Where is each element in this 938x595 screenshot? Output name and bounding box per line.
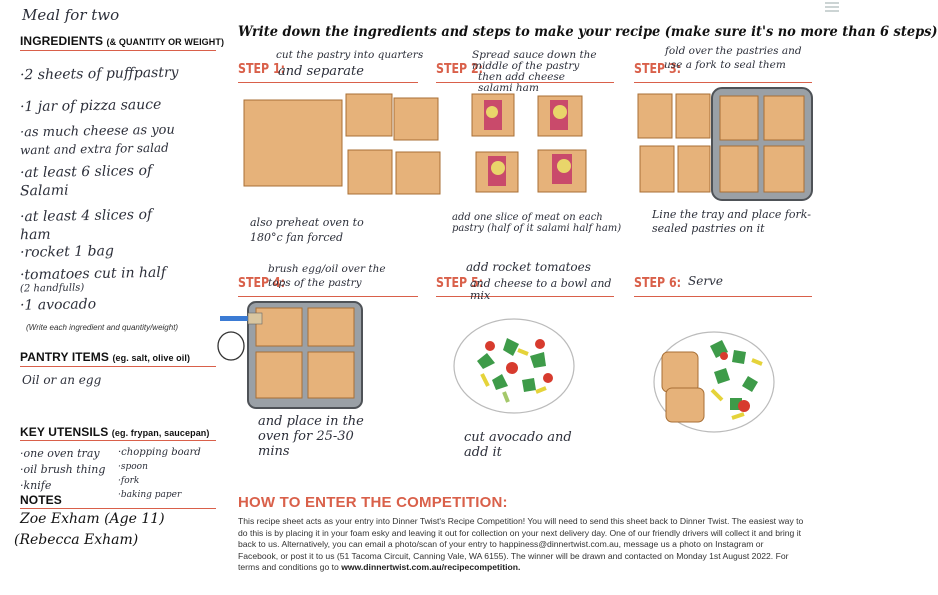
ingredient-line: Salami bbox=[19, 182, 69, 200]
pastry-quarter bbox=[394, 98, 438, 140]
pastry-quarter bbox=[348, 150, 392, 194]
sealed-pastry bbox=[308, 352, 354, 398]
step-4-rule bbox=[238, 296, 418, 297]
ingredient-line: ·at least 6 slices of bbox=[19, 162, 153, 182]
pastry-quarter bbox=[346, 94, 392, 136]
pantry-rule bbox=[20, 366, 216, 367]
corner-mark bbox=[823, 0, 841, 12]
ingredient-line: ·as much cheese as you bbox=[19, 122, 175, 141]
utensil-item: ·fork bbox=[118, 476, 140, 486]
step-4-text: tops of the pastry bbox=[268, 277, 362, 289]
step-3-text-top: fold over the pastries and bbox=[665, 45, 802, 57]
step-1-caption: also preheat oven to 180°c fan forced bbox=[250, 216, 364, 244]
step-4-label: STEP 4: bbox=[238, 276, 286, 291]
sealed-pastry bbox=[662, 352, 698, 392]
step-6-drawing bbox=[648, 326, 778, 436]
step-5-caption: cut avocado and add it bbox=[464, 430, 572, 460]
recipe-heading: Write down the ingredients and steps to make your recipe (make sure it's no more than 6 steps) bbox=[238, 24, 938, 40]
step-4-caption: and place in the oven for 25-30 mins bbox=[258, 414, 364, 459]
step-5-text: and cheese to a bowl and mix bbox=[470, 277, 612, 302]
sealed-pastry bbox=[720, 96, 758, 140]
sealed-pastry bbox=[666, 388, 704, 422]
step-6-rule bbox=[634, 296, 812, 297]
sealed-pastry bbox=[308, 308, 354, 346]
step-2-text: then add cheese salami ham bbox=[478, 71, 566, 94]
utensil-item: ·chopping board bbox=[118, 447, 201, 458]
topped-pastry bbox=[476, 152, 518, 192]
ingredients-instruction: (Write each ingredient and quantity/weight) bbox=[26, 323, 179, 332]
competition-body-text: This recipe sheet acts as your entry into Dinner Twist's Recipe Competition! You will need to send this sheet back to Dinner Twist. The easiest way to do this is by placing it in your foam esky and leaving it out for collection on your next delivery day. One of our friendly drivers will collect it and bring it back to us. Alternatively, you can email a photo/scan of your entry to happiness@dinnertwist.com.au, message us a photo on Instagram or Facebook, or post it to us (51 Tacoma Circuit, Canning Vale, WA 6155). The winner will be drawn and contacted on Monday 1st August 2022. For terms and conditions go to bbox=[238, 516, 804, 573]
sealed-pastry bbox=[764, 146, 804, 192]
utensils-heading-note: (eg. frypan, saucepan) bbox=[111, 428, 210, 438]
sealed-pastry bbox=[256, 308, 302, 346]
step-2-drawing bbox=[468, 90, 598, 200]
topped-pastry bbox=[538, 150, 586, 192]
meal-title: Meal for two bbox=[22, 6, 120, 24]
sealed-pastry bbox=[638, 94, 710, 192]
notes-heading: NOTES bbox=[20, 493, 62, 507]
pastry-brush-icon bbox=[220, 313, 262, 324]
step-1-label: STEP 1: bbox=[238, 62, 286, 77]
pantry-heading-text: PANTRY ITEMS bbox=[20, 350, 109, 364]
step-5-text-top: add rocket tomatoes bbox=[466, 260, 591, 274]
step-3-drawing bbox=[636, 84, 816, 204]
pantry-heading bbox=[20, 350, 190, 364]
step-2-text-top: Spread sauce down the middle of the pastry bbox=[472, 49, 597, 72]
step-2-caption: add one slice of meat on each pastry (half of it salami half ham) bbox=[452, 212, 622, 234]
step-6-text: Serve bbox=[688, 274, 723, 288]
step-1-rule bbox=[238, 82, 418, 83]
competition-link[interactable]: www.dinnertwist.com.au/recipecompetition. bbox=[341, 562, 521, 573]
sealed-pastry bbox=[764, 96, 804, 140]
ingredient-line: ·1 avocado bbox=[19, 296, 97, 314]
ingredient-line: ·rocket 1 bag bbox=[19, 243, 115, 261]
egg-bowl bbox=[218, 332, 244, 360]
step-5-drawing bbox=[452, 316, 582, 416]
step-4-text-top: brush egg/oil over the bbox=[268, 263, 386, 275]
pantry-value: Oil or an egg bbox=[22, 373, 102, 387]
pantry-heading-note: (eg. salt, olive oil) bbox=[112, 353, 191, 363]
topped-pastry bbox=[538, 96, 582, 136]
ingredient-line: ·1 jar of pizza sauce bbox=[19, 96, 162, 116]
ingredient-line: (2 handfulls) bbox=[19, 282, 85, 295]
utensils-heading bbox=[20, 425, 210, 439]
topped-pastry bbox=[472, 94, 514, 136]
ingredient-line: ·tomatoes cut in half bbox=[19, 264, 167, 284]
step-3-caption: Line the tray and place fork-sealed pastries on it bbox=[652, 208, 811, 235]
step-5-label: STEP 5: bbox=[436, 276, 484, 291]
step-3-rule bbox=[634, 82, 812, 83]
step-3-text: use a fork to seal them bbox=[664, 59, 786, 71]
sealed-pastry bbox=[720, 146, 758, 192]
step-1-drawing bbox=[240, 90, 440, 200]
step-4-drawing bbox=[216, 298, 366, 412]
ingredients-heading-note: (& QUANTITY OR WEIGHT) bbox=[106, 37, 225, 47]
notes-parent: (Rebecca Exham) bbox=[14, 532, 139, 548]
ingredient-line: want and extra for salad bbox=[19, 140, 169, 158]
utensil-item: ·baking paper bbox=[118, 490, 182, 500]
utensils-heading-text: KEY UTENSILS bbox=[20, 425, 109, 439]
utensils-rule bbox=[20, 440, 216, 441]
pastry-sheet bbox=[244, 100, 342, 186]
pastry-quarter bbox=[396, 152, 440, 194]
ingredient-line: ham bbox=[19, 226, 51, 244]
sealed-pastry bbox=[256, 352, 302, 398]
ingredients-heading bbox=[20, 34, 224, 48]
ingredients-rule bbox=[20, 50, 216, 51]
competition-heading: HOW TO ENTER THE COMPETITION: bbox=[238, 494, 508, 511]
ingredient-line: ·2 sheets of puffpastry bbox=[19, 64, 179, 84]
step-1-text: and separate bbox=[278, 64, 364, 79]
ingredient-line: ·at least 4 slices of bbox=[19, 206, 153, 226]
notes-rule bbox=[20, 508, 216, 509]
utensil-item: ·spoon bbox=[118, 462, 148, 472]
step-2-label: STEP 2: bbox=[436, 62, 484, 77]
ingredients-heading-text: INGREDIENTS bbox=[20, 34, 104, 48]
step-6-label: STEP 6: bbox=[634, 276, 682, 291]
utensil-item: ·knife bbox=[20, 479, 52, 492]
notes-author: Zoe Exham (Age 11) bbox=[20, 511, 165, 527]
step-3-label: STEP 3: bbox=[634, 62, 682, 77]
utensil-item: ·oil brush thing bbox=[20, 463, 106, 476]
step-1-text-top: cut the pastry into quarters bbox=[276, 49, 424, 61]
utensil-item: ·one oven tray bbox=[20, 447, 100, 460]
competition-body bbox=[238, 516, 804, 574]
